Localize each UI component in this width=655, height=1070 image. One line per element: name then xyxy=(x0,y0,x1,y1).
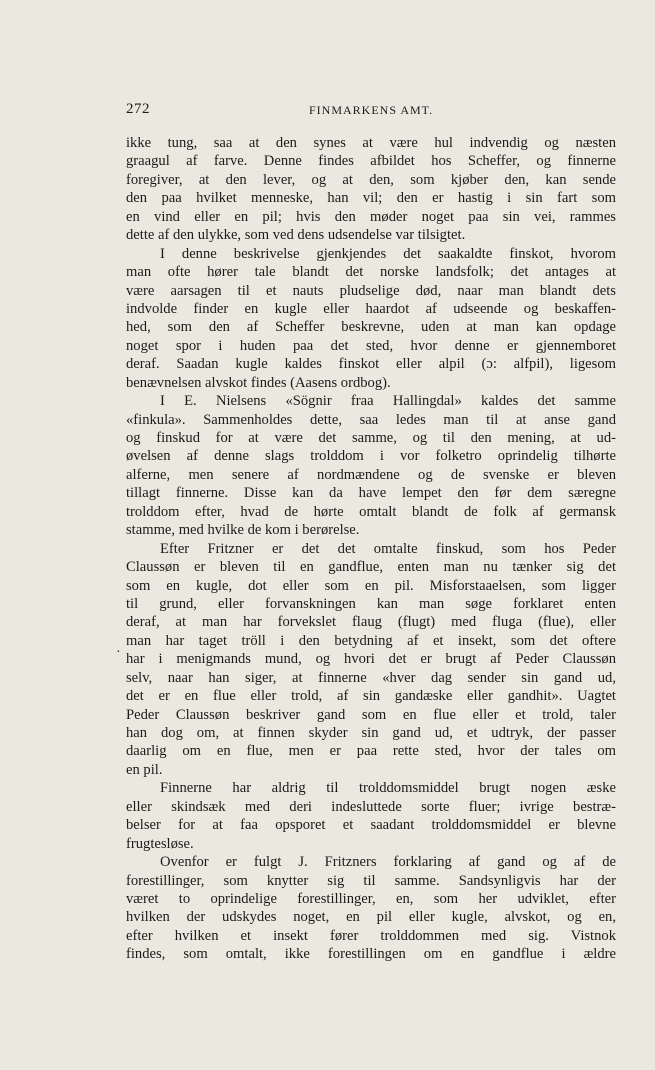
text-line: hvilken der udskydes noget, en pil eller kugle, alvskot, og en, xyxy=(126,909,616,926)
text-line: tillagt finnerne. Disse kan da have lempet den før dem særegne xyxy=(126,485,616,502)
text-line: belser for at faa opsporet et saadant trolddomsmiddel er blevne xyxy=(126,817,616,834)
text-line: det er en flue eller trold, af sin gandæske eller gandhit». Uagtet xyxy=(126,688,616,705)
text-line: daarlig om en flue, men er paa rette sted, hvor der tales om xyxy=(126,743,616,760)
text-line: hed, som den af Scheffer beskrevne, uden at man kan opdage xyxy=(126,319,616,336)
text-line: være aarsagen til et nauts pludselige død, naar man blandt dets xyxy=(126,282,616,299)
text-line: findes, som omtalt, ikke forestillingen om en gandflue i ældre xyxy=(126,946,616,963)
text-line: frugtesløse. xyxy=(126,835,194,852)
text-line: trolddom efter, hvad de hørte omtalt blandt de folk af germansk xyxy=(126,503,616,520)
margin-mark: · xyxy=(116,645,121,660)
page-number: 272 xyxy=(126,101,150,117)
text-line: han dog om, at finnen skyder sin gand ud, et udtryk, der passer xyxy=(126,725,616,741)
text-line: Finnerne har aldrig til trolddomsmiddel brugt nogen æske xyxy=(160,780,616,797)
text-line: Efter Fritzner er det det omtalte finskud, som hos Peder xyxy=(160,540,616,557)
text-line: I denne beskrivelse gjenkjendes det saakaldte finskot, hvorom xyxy=(160,245,616,262)
text-line: eller skindsæk med deri indesluttede sorte fluer; ivrige bestræ- xyxy=(126,798,616,815)
text-line: efter hvilken et insekt fører trolddommen med sig. Vistnok xyxy=(126,927,616,944)
text-line: graagul af farve. Denne findes afbildet hos Scheffer, og finnerne xyxy=(126,153,616,170)
body-text xyxy=(126,134,616,964)
text-line: en pil. xyxy=(126,761,163,778)
text-line: været to oprindelige forestillinger, en, som her udviklet, efter xyxy=(126,890,616,907)
text-line: og finskud for at være det samme, og til den mening, at ud- xyxy=(126,430,616,446)
page-header xyxy=(126,101,616,121)
text-line: indvolde finder en kugle eller haardot af udseende og beskaffen- xyxy=(126,300,616,317)
text-line: Ovenfor er fulgt J. Fritzners forklaring af gand og af de xyxy=(160,854,616,871)
text-line: selv, naar han siger, at finnerne «hver dag sender sin gand ud, xyxy=(126,669,616,686)
text-line: «finkula». Sammenholdes dette, saa ledes man til at anse gand xyxy=(126,411,616,428)
running-title: FINMARKENS AMT. xyxy=(309,103,434,117)
text-line: foregiver, at den lever, og at den, som kjøber den, kan sende xyxy=(126,171,616,188)
text-line: som en kugle, dot eller som en pil. Misforstaaelsen, som ligger xyxy=(126,577,616,594)
text-line: benævnelsen alvskot findes (Aasens ordbog). xyxy=(126,374,391,391)
text-line: stamme, med hvilke de kom i berørelse. xyxy=(126,522,360,539)
text-line: Peder Claussøn beskriver gand som en flue eller et trold, taler xyxy=(126,706,616,723)
text-line: I E. Nielsens «Sögnir fraa Hallingdal» kaldes det samme xyxy=(160,393,616,410)
text-line: har i menigmands mund, og hvori det er brugt af Peder Claussøn xyxy=(126,651,616,668)
text-line: en vind eller en pil; hvis den møder noget paa sin vei, rammes xyxy=(126,208,616,225)
text-line: den paa hvilket menneske, han vil; den er hastig i sin fart som xyxy=(126,190,616,207)
text-line: til grund, eller forvanskningen kan man søge forklaret enten xyxy=(126,595,616,612)
text-line: deraf. Saadan kugle kaldes finskot eller alpil (ɔ: alfpil), ligesom xyxy=(126,356,616,373)
text-line: alferne, men senere af nordmændene og de svenske er bleven xyxy=(126,466,616,483)
text-line: dette af den ulykke, som ved dens udsendelse var tilsigtet. xyxy=(126,227,466,244)
text-line: man ofte hører tale blandt det norske landsfolk; det antages at xyxy=(126,264,616,281)
text-line: deraf, at man har forvekslet flaug (flugt) med fluga (flue), eller xyxy=(126,614,616,631)
text-line: ikke tung, saa at den synes at være hul indvendig og næsten xyxy=(126,135,616,151)
text-line: Claussøn er bleven til en gandflue, enten man nu tænker sig det xyxy=(126,559,616,576)
text-line: forestillinger, som knytter sig til samme. Sandsynligvis har der xyxy=(126,872,616,889)
text-line: man har taget tröll i den betydning af et insekt, som det oftere xyxy=(126,632,616,649)
text-line: noget spor i huden paa det sted, hvor denne er gjennemboret xyxy=(126,337,616,354)
text-line: øvelsen af denne slags trolddom i vor folketro oprindelig tilhørte xyxy=(126,448,616,465)
